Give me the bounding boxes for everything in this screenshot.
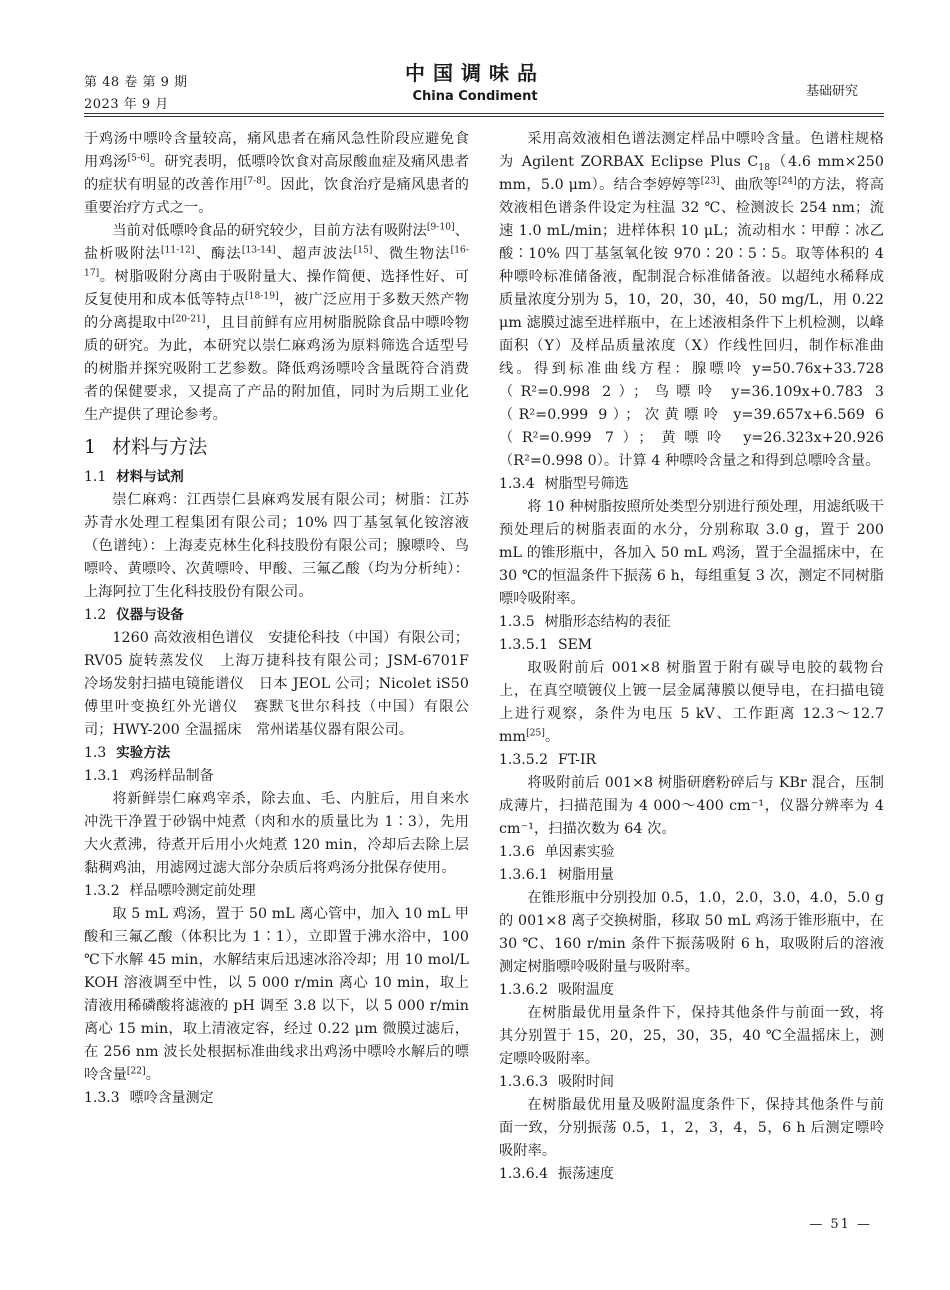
subsubsection-heading: 1.3.6.4 振荡速度 [499,1166,614,1182]
paragraph: 在树脂最优用量及吸附温度条件下，保持其他条件与前面一致，分别振荡 0.5，1，2，3，4，5，6 h 后测定嘌呤吸附率。 [499,1097,884,1159]
header-rule-bottom [84,116,884,117]
subsubsection-heading: 1.3.6.2 吸附温度 [499,982,614,998]
subsection-heading: 1.3 实验方法 [84,745,171,761]
paragraph: 1260 高效液相色谱仪 安捷伦科技（中国）有限公司；RV05 旋转蒸发仪 上海万捷科技有限公司；JSM-6701F 冷场发射扫描电镜能谱仪 日本 JEOL 公司；Nicolet iS50 傅里叶变换红外光谱仪 赛默飞世尔科技（中国）有限公司；HWY-200 全温摇床 常州诺基仪器有限公司。 [84,630,469,738]
header-rule-top [84,113,884,114]
paragraph: 将 10 种树脂按照所处类型分别进行预处理，用滤纸吸干预处理后的树脂表面的水分，分别称取 3.0 g，置于 200 mL 的锥形瓶中，各加入 50 mL 鸡汤，置于全温摇床中，在 30 ℃的恒温条件下振荡 6 h，每组重复 3 次，测定不同树脂嘌呤吸附率。 [499,499,884,607]
subsubsection-heading: 1.3.4 树脂型号筛选 [499,476,629,492]
paragraph: 取吸附前后 001×8 树脂置于附有碳导电胶的载物台上，在真空喷镀仪上镀一层金属薄膜以便导电，在扫描电镜上进行观察，条件为电压 5 kV、工作距离 12.3～12.7 mm[25]。 [499,660,884,745]
paragraph: 于鸡汤中嘌呤含量较高，痛风患者在痛风急性阶段应避免食用鸡汤[5-6]。研究表明，低嘌呤饮食对高尿酸血症及痛风患者的症状有明显的改善作用[7-8]。因此，饮食治疗是痛风患者的重要治疗方式之一。 [84,131,469,216]
subsubsection-heading: 1.3.5 树脂形态结构的表征 [499,614,671,630]
subsubsection-heading: 1.3.6.3 吸附时间 [499,1074,614,1090]
issue-date: 2023 年 9 月 [84,97,169,112]
paragraph: 将吸附前后 001×8 树脂研磨粉碎后与 KBr 混合，压制成薄片，扫描范围为 4 000～400 cm⁻¹，仪器分辨率为 4 cm⁻¹，扫描次数为 64 次。 [499,775,884,837]
right-column [499,128,884,1238]
paragraph: 将新鲜崇仁麻鸡宰杀，除去血、毛、内脏后，用自来水冲洗干净置于砂锅中炖煮（肉和水的质量比为 1∶3），先用大火煮沸，待煮开后用小火炖煮 120 min，冷却后去除上层黏稠鸡油，用滤网过滤大部分杂质后将鸡汤分批保存使用。 [84,791,469,876]
subsubsection-heading: 1.3.5.1 SEM [499,637,593,653]
page-number: — 51 — [809,1217,872,1232]
issue-info [84,72,187,116]
volume-issue: 第 48 卷 第 9 期 [84,75,188,90]
subsubsection-heading: 1.3.6.1 树脂用量 [499,867,614,883]
subsection-heading: 1.2 仪器与设备 [84,607,184,623]
journal-title-cn: 中国调味品 [405,61,545,85]
subsubsection-heading: 1.3.2 样品嘌呤测定前处理 [84,883,256,899]
subsubsection-heading: 1.3.1 鸡汤样品制备 [84,768,214,784]
subsection-heading: 1.1 材料与试剂 [84,469,184,485]
paragraph: 在锥形瓶中分别投加 0.5，1.0，2.0，3.0，4.0，5.0 g 的 001×8 离子交换树脂，移取 50 mL 鸡汤于锥形瓶中，在 30 ℃、160 r/min 条件下振荡吸附 6 h，取吸附后的溶液测定树脂嘌呤吸附量与吸附率。 [499,890,884,975]
subsubsection-heading: 1.3.3 嘌呤含量测定 [84,1090,214,1106]
left-column [84,128,469,1238]
paragraph: 在树脂最优用量条件下，保持其他条件与前面一致，将其分别置于 15，20，25，30，35，40 ℃全温摇床上，测定嘌呤吸附率。 [499,1005,884,1067]
section-label: 基础研究 [805,84,858,99]
paragraph: 采用高效液相色谱法测定样品中嘌呤含量。色谱柱规格为 Agilent ZORBAX Eclipse Plus $C_{18}(4.6$ mm×250 mm，5.0 μm）。结合李婷婷等[23]、曲欣等[24]的方法，将高效液相色谱条件设定为柱温 32 ℃、检测波长 254 nm；流速 1.0 mL/min；进样体积 10 μL；流动相水∶甲醇∶冰乙酸∶10% 四丁基氢氧化铵 970∶20∶5∶5。取等体积的 4 种嘌呤标准储备液，配制混合标准储备液。以超纯水稀释成质量浓度分别为 5，10，20，30，40，50 mg/L，用 0.22 μm 滤膜过滤至进样瓶中，在上述液相条件下上机检测，以峰面积（Y）及样品质量浓度（X）作线性回归，制作标准曲线。得到标准曲线方程：腺嘌呤 y=50.76x+33.728（R²=0.998 2）；鸟嘌呤 y=36.109x+0.783 3（R²=0.999 9）；次黄嘌呤 y=39.657x+6.569 6（R²=0.999 7）；黄嘌呤 y=26.323x+20.926（R²=0.998 0）。计算 4 种嘌呤含量之和得到总嘌呤含量。 [499,131,884,469]
paragraph: 崇仁麻鸡：江西崇仁县麻鸡发展有限公司；树脂：江苏苏青水处理工程集团有限公司；10% 四丁基氢氧化铵溶液（色谱纯）：上海麦克林生化科技股份有限公司；腺嘌呤、鸟嘌呤、黄嘌呤、次黄嘌呤、甲酸、三氟乙酸（均为分析纯）：上海阿拉丁生化科技股份有限公司。 [84,492,469,600]
journal-masthead [300,60,650,108]
section-heading: 1 材料与方法 [84,436,208,458]
subsubsection-heading: 1.3.5.2 FT-IR [499,752,597,768]
subsubsection-heading: 1.3.6 单因素实验 [499,844,615,860]
journal-title-en: China Condiment [412,89,538,104]
paragraph: 当前对低嘌呤食品的研究较少，目前方法有吸附法[9-10]、盐析吸附法[11-12]、酶法[13-14]、超声波法[15]、微生物法[16-17]。树脂吸附分离由于吸附量大、操作简便、选择性好、可反复使用和成本低等特点[18-19]，被广泛应用于多数天然产物的分离提取中[20-21]，且目前鲜有应用树脂脱除食品中嘌呤物质的研究。为此，本研究以崇仁麻鸡汤为原料筛选合适型号的树脂并探究吸附工艺参数。降低鸡汤嘌呤含量既符合消费者的保健要求，又提高了产品的附加值，同时为后期工业化生产提供了理论参考。 [84,222,469,423]
paragraph: 取 5 mL 鸡汤，置于 50 mL 离心管中，加入 10 mL 甲酸和三氟乙酸（体积比为 1∶1），立即置于沸水浴中，100 ℃下水解 45 min，水解结束后迅速冰浴冷却；用 10 mol/L KOH 溶液调至中性，以 5 000 r/min 离心 10 min，取上清液用稀磷酸将滤液的 pH 调至 3.8 以下，以 5 000 r/min 离心 15 min，取上清液定容，经过 0.22 μm 微膜过滤后，在 256 nm 波长处根据标准曲线求出鸡汤中嘌呤水解后的嘌呤含量[22]。 [84,906,469,1083]
